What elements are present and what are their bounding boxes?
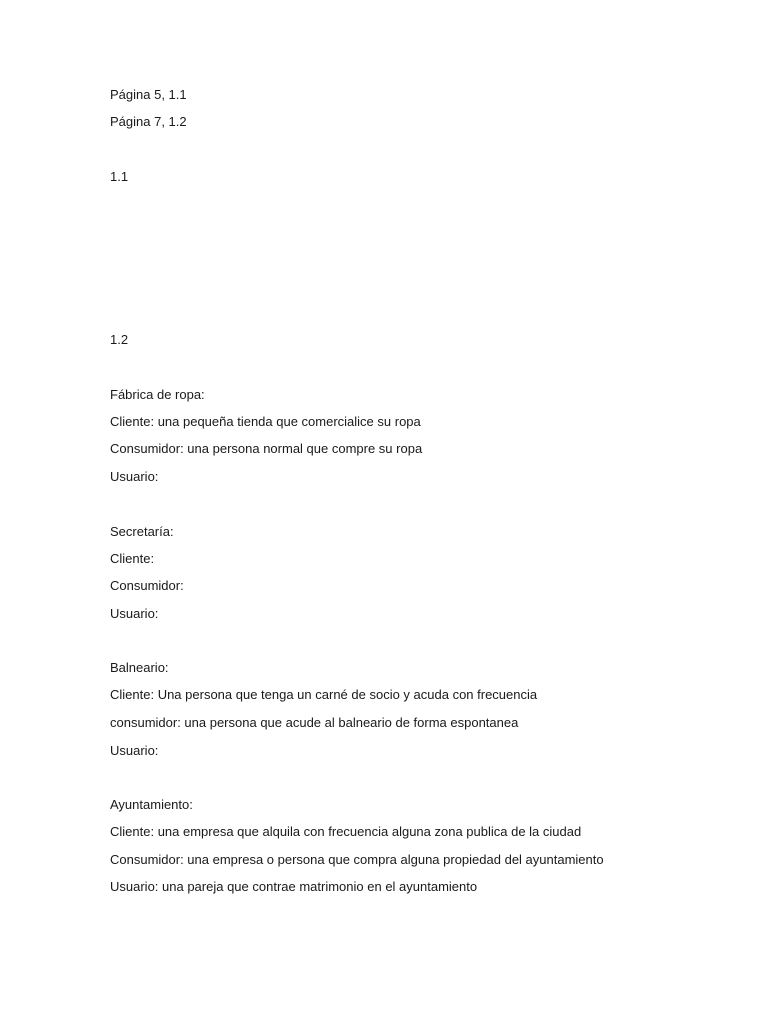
secretaria-heading: Secretaría: [110,524,174,539]
fabrica-cliente: Cliente: una pequeña tienda que comercialice su ropa [110,414,421,429]
ayuntamiento-heading: Ayuntamiento: [110,797,193,812]
ayuntamiento-usuario: Usuario: una pareja que contrae matrimonio en el ayuntamiento [110,879,478,894]
balneario-cliente: Cliente: Una persona que tenga un carné de socio y acuda con frecuencia [110,687,538,702]
secretaria-usuario: Usuario: [110,606,159,621]
page-ref-2: Página 7, 1.2 [110,114,187,129]
fabrica-usuario: Usuario: [110,469,159,484]
fabrica-consumidor: Consumidor: una persona normal que compre su ropa [110,441,423,456]
secretaria-cliente: Cliente: [110,551,155,566]
page-ref-1: Página 5, 1.1 [110,87,187,102]
secretaria-consumidor: Consumidor: [110,578,184,593]
section-heading-1-2: 1.2 [110,332,129,347]
ayuntamiento-consumidor: Consumidor: una empresa o persona que compra alguna propiedad del ayuntamiento [110,852,604,867]
ayuntamiento-cliente: Cliente: una empresa que alquila con frecuencia alguna zona publica de la ciudad [110,824,582,839]
balneario-heading: Balneario: [110,660,169,675]
balneario-consumidor: consumidor: una persona que acude al balneario de forma espontanea [110,715,519,730]
fabrica-heading: Fábrica de ropa: [110,387,205,402]
section-heading-1-1: 1.1 [110,169,129,184]
balneario-usuario: Usuario: [110,743,159,758]
